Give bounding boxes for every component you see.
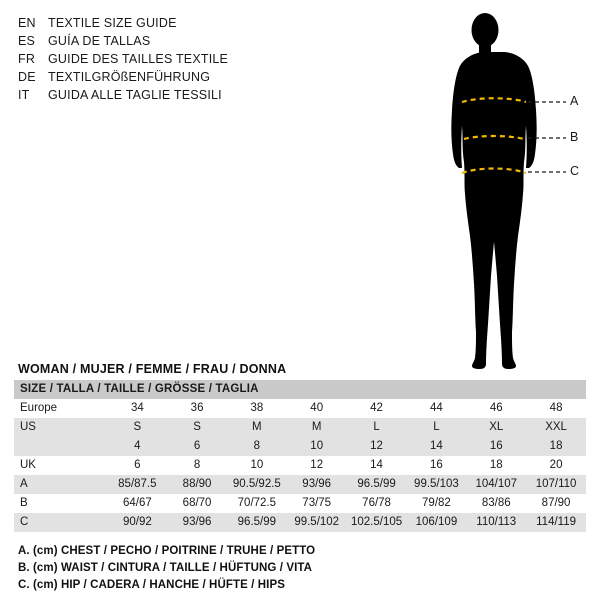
cell: 18 xyxy=(526,437,586,456)
legend-row-a: A. (cm) CHEST / PECHO / POITRINE / TRUHE / PETTO xyxy=(18,545,316,557)
legend-row-c: C. (cm) HIP / CADERA / HANCHE / HÜFTE / HIPS xyxy=(18,579,286,591)
table-row xyxy=(14,399,586,418)
cell: 83/86 xyxy=(466,494,526,513)
cell: 6 xyxy=(167,437,227,456)
cell: L xyxy=(407,418,467,437)
cell: 48 xyxy=(526,399,586,418)
cell: 93/96 xyxy=(167,513,227,532)
cell: XL xyxy=(466,418,526,437)
cell: 40 xyxy=(287,399,347,418)
cell: 6 xyxy=(107,456,167,475)
row-label xyxy=(14,437,107,456)
language-title: GUÍA DE TALLAS xyxy=(48,34,151,48)
table-row xyxy=(14,494,586,513)
cell: 16 xyxy=(407,456,467,475)
cell: 96.5/99 xyxy=(227,513,287,532)
language-row xyxy=(18,34,348,52)
cell: 20 xyxy=(526,456,586,475)
table-row xyxy=(14,456,586,475)
cell: 34 xyxy=(107,399,167,418)
legend-row-b: B. (cm) WAIST / CINTURA / TAILLE / HÜFTUNG / VITA xyxy=(18,562,313,574)
cell: 106/109 xyxy=(407,513,467,532)
size-table xyxy=(14,380,586,532)
cell: 93/96 xyxy=(287,475,347,494)
cell: 110/113 xyxy=(466,513,526,532)
table-header-row xyxy=(14,380,586,399)
cell: 99.5/103 xyxy=(407,475,467,494)
cell: 107/110 xyxy=(526,475,586,494)
cell: 73/75 xyxy=(287,494,347,513)
cell: 90.5/92.5 xyxy=(227,475,287,494)
cell: M xyxy=(227,418,287,437)
cell: S xyxy=(107,418,167,437)
cell: 90/92 xyxy=(107,513,167,532)
language-title: GUIDA ALLE TAGLIE TESSILI xyxy=(48,88,222,102)
cell: 12 xyxy=(347,437,407,456)
cell: 8 xyxy=(167,456,227,475)
row-label: A xyxy=(14,475,107,494)
language-code: IT xyxy=(18,88,30,102)
female-silhouette-figure xyxy=(418,8,593,373)
measure-label-b: B xyxy=(570,130,579,144)
cell: 99.5/102 xyxy=(287,513,347,532)
row-label: UK xyxy=(14,456,107,475)
row-label: US xyxy=(14,418,107,437)
cell: 87/90 xyxy=(526,494,586,513)
table-row xyxy=(14,437,586,456)
table-row xyxy=(14,513,586,532)
cell: 44 xyxy=(407,399,467,418)
cell: M xyxy=(287,418,347,437)
cell: 102.5/105 xyxy=(347,513,407,532)
language-code: EN xyxy=(18,16,36,30)
language-title: GUIDE DES TAILLES TEXTILE xyxy=(48,52,229,66)
cell: XXL xyxy=(526,418,586,437)
cell: 36 xyxy=(167,399,227,418)
language-row xyxy=(18,16,348,34)
measurement-legend xyxy=(18,543,578,594)
cell: 16 xyxy=(466,437,526,456)
cell: 88/90 xyxy=(167,475,227,494)
row-label: B xyxy=(14,494,107,513)
cell: 96.5/99 xyxy=(347,475,407,494)
language-code: FR xyxy=(18,52,36,66)
cell: 68/70 xyxy=(167,494,227,513)
cell: 10 xyxy=(227,456,287,475)
section-title: WOMAN / MUJER / FEMME / FRAU / DONNA xyxy=(18,362,287,376)
row-label: Europe xyxy=(14,399,107,418)
cell: L xyxy=(347,418,407,437)
cell: 70/72.5 xyxy=(227,494,287,513)
cell: 46 xyxy=(466,399,526,418)
cell: 14 xyxy=(407,437,467,456)
cell: 64/67 xyxy=(107,494,167,513)
language-title: TEXTILGRÖßENFÜHRUNG xyxy=(48,70,211,84)
cell: 12 xyxy=(287,456,347,475)
language-list xyxy=(18,16,348,106)
language-row xyxy=(18,52,348,70)
cell: 18 xyxy=(466,456,526,475)
table-row xyxy=(14,475,586,494)
measure-label-c: C xyxy=(570,164,580,178)
table-row xyxy=(14,418,586,437)
cell: 114/119 xyxy=(526,513,586,532)
row-label: C xyxy=(14,513,107,532)
cell: 85/87.5 xyxy=(107,475,167,494)
language-title: TEXTILE SIZE GUIDE xyxy=(48,16,177,30)
measure-label-a: A xyxy=(570,94,579,108)
cell: 79/82 xyxy=(407,494,467,513)
silhouette-icon xyxy=(418,8,593,373)
cell: S xyxy=(167,418,227,437)
language-code: DE xyxy=(18,70,36,84)
cell: 76/78 xyxy=(347,494,407,513)
cell: 8 xyxy=(227,437,287,456)
cell: 38 xyxy=(227,399,287,418)
cell: 42 xyxy=(347,399,407,418)
cell: 10 xyxy=(287,437,347,456)
cell: 104/107 xyxy=(466,475,526,494)
language-row xyxy=(18,70,348,88)
language-row xyxy=(18,88,348,106)
cell: 4 xyxy=(107,437,167,456)
cell: 14 xyxy=(347,456,407,475)
language-code: ES xyxy=(18,34,36,48)
table-header-label: SIZE / TALLA / TAILLE / GRÖSSE / TAGLIA xyxy=(14,380,586,399)
